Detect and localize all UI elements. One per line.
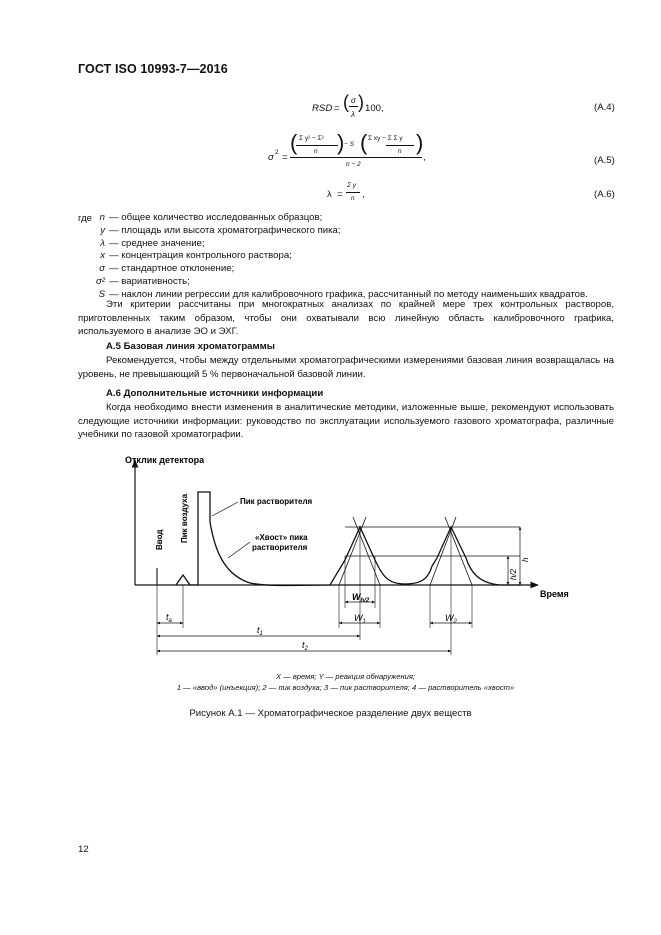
eq-a4-num: σ: [351, 96, 356, 105]
eq-a5-numer2-top: Σ xy − Σ Σ y: [368, 135, 403, 142]
legend-where: где: [78, 213, 93, 224]
legend-item: [70, 225, 630, 238]
eq-a5-paren2-right: ): [416, 130, 424, 155]
eq-a5-eq: =: [282, 152, 288, 163]
eq-a5-numer1-top: Σ y² − Σ²: [299, 135, 324, 142]
eq-a5-numer2-bottom: n: [398, 148, 402, 155]
ta-label: $t_a$: [166, 612, 172, 624]
eq-a5-comma: ,: [423, 152, 426, 163]
document-header: ГОСТ ISO 10993-7—2016: [78, 62, 228, 76]
eq-a5-paren1-right: ): [337, 130, 345, 155]
h-half-label: h/2: [509, 568, 518, 580]
eq-a6-den: n: [351, 195, 355, 202]
legend-text: — среднее значение;: [109, 237, 205, 249]
eq-a6-comma: ,: [362, 189, 365, 200]
legend-text: — площадь или высота хроматографического пика;: [109, 224, 341, 236]
figure-caption-line2: 1 — «ввод» (инъекция); 2 — пик воздуха; 3 — пик растворителя; 4 — растворитель «хвост»: [176, 683, 515, 692]
eq-a6-num: Σ y: [347, 182, 356, 189]
equation-a6: [327, 181, 387, 209]
paragraph-criteria: Эти критерии рассчитаны при многократных анализах по крайней мере трех контрольных растворов, приготовленных таким образом, чтобы они охватывали всю линейную область калибровочного графика, используемого в анализе ЭО и ЭХГ.: [78, 299, 614, 337]
equation-a4: [312, 94, 432, 124]
page-number: 12: [78, 844, 89, 855]
legend-symbol: λ: [100, 237, 105, 249]
eq-a5-numer1-bottom: n: [314, 148, 318, 155]
eq-a5-paren1-left: (: [290, 130, 298, 155]
w2-label: $W_2$: [445, 613, 457, 625]
eq-a4-tail: 100,: [365, 103, 384, 114]
eq-a5-main-bar: [290, 157, 422, 158]
injection-label: Ввод: [155, 529, 164, 550]
eq-a4-lhs: RSD: [312, 103, 333, 114]
eq-a5-number: (A.5): [594, 155, 615, 166]
eq-a6-number: (A.6): [594, 189, 615, 200]
eq-a5-sup: 2: [275, 149, 279, 156]
eq-a5-lhs: σ: [268, 152, 274, 163]
section-a5-title: А.5 Базовая линия хроматограммы: [106, 341, 275, 352]
legend-item: [70, 250, 630, 263]
legend-item: [70, 276, 630, 289]
paragraph-a6: Когда необходимо внести изменения в аналитические методики, изложенные выше, рекомендуют использовать следующие источники информации: руководство по эксплуатации используемого газового хроматографа, различные учебники по газовой хроматографии.: [78, 402, 614, 440]
injection-marker: [157, 568, 180, 585]
w1-label: $W_1$: [354, 613, 366, 625]
x-axis-label: Время: [540, 589, 569, 599]
eq-a4-paren-right: ): [358, 92, 364, 112]
eq-a4-eq: =: [334, 103, 340, 114]
eq-a5-numer2-bar: [386, 145, 414, 146]
legend-text: — стандартное отклонение;: [109, 263, 235, 275]
tail-label-line2: растворителя: [252, 543, 308, 552]
figure-title: Рисунок А.1 — Хроматографическое разделение двух веществ: [189, 708, 472, 719]
legend-item: [70, 238, 630, 251]
equation-a5: [268, 130, 428, 176]
legend-symbol: n: [99, 212, 105, 223]
eq-a5-paren2-left: (: [360, 130, 368, 155]
legend-text: — общее количество исследованных образцов;: [109, 212, 323, 223]
legend-symbol: y: [100, 224, 105, 236]
tail-leader: [228, 542, 250, 558]
eq-a4-fraction-bar: [349, 106, 358, 107]
legend-symbol: x: [100, 250, 105, 262]
eq-a4-number: (A.4): [594, 102, 615, 113]
legend-symbol: σ²: [96, 276, 105, 287]
wh-label: $W_{h/2}$: [352, 592, 370, 604]
figure-caption-line1: X — время; Y — реакция обнаружения;: [275, 672, 416, 681]
legend-item: [70, 212, 630, 225]
eq-a5-numer1-bar: [296, 145, 338, 146]
legend-text: — наклон линии регрессии для калибровочного графика, рассчитанный по методу наименьших квадратов.: [109, 288, 588, 300]
solvent-peak-label: Пик растворителя: [240, 497, 313, 506]
air-peak-label: Пик воздуха: [180, 493, 189, 543]
legend-item: [70, 263, 630, 276]
eq-a6-lhs: λ: [327, 189, 332, 200]
chromatogram-figure: [0, 440, 661, 670]
eq-a4-den: λ: [351, 110, 355, 119]
eq-a4-paren-left: (: [343, 92, 349, 112]
t2-label: $t_2$: [302, 640, 308, 652]
legend-symbol: σ: [99, 263, 105, 275]
section-a6-title: А.6 Дополнительные источники информации: [106, 388, 324, 399]
paragraph-a5: Рекомендуется, чтобы между отдельными хроматографическими измерениями базовая линия возвращалась на уровень, не превышающий 5 % первоначальной базовой линии.: [78, 355, 614, 380]
eq-a6-eq: =: [337, 189, 343, 200]
y-axis-label: Отклик детектора: [125, 455, 205, 465]
eq-a5-den: n − 2: [346, 161, 361, 168]
chromatogram-trace: [176, 492, 520, 586]
legend-symbol: S: [98, 288, 105, 300]
h-label: h: [521, 557, 530, 562]
legend-text: — вариативность;: [109, 276, 190, 287]
t1-label: $t_1$: [257, 625, 263, 637]
tail-label-line1: «Хвост» пика: [255, 533, 308, 542]
legend-text: — концентрация контрольного раствора;: [109, 250, 292, 262]
eq-a5-minus-s: − S: [344, 141, 354, 148]
solvent-peak-leader: [212, 502, 238, 516]
eq-a6-bar: [346, 192, 360, 193]
